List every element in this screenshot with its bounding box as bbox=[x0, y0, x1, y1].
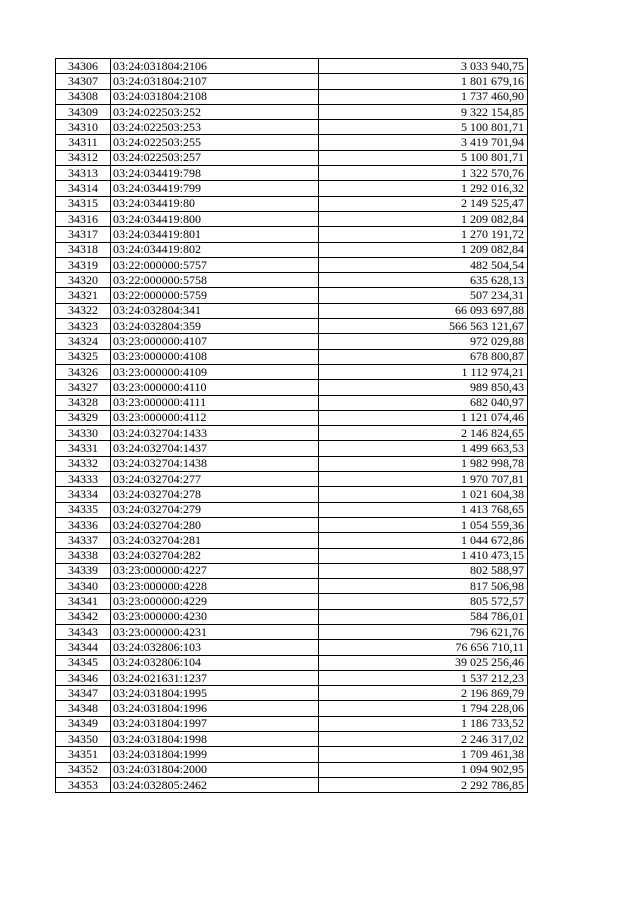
cadastral-number-cell: 03:23:000000:4111 bbox=[111, 395, 319, 410]
table-row bbox=[56, 502, 528, 517]
row-number-cell: 34324 bbox=[56, 334, 111, 349]
cadastral-value-cell: 5 100 801,71 bbox=[319, 150, 528, 165]
cadastral-value-cell: 1 737 460,90 bbox=[319, 89, 528, 104]
row-number-cell: 34338 bbox=[56, 548, 111, 563]
table-row bbox=[56, 456, 528, 471]
row-number-cell: 34322 bbox=[56, 303, 111, 318]
row-number-cell: 34335 bbox=[56, 502, 111, 517]
row-number-cell: 34334 bbox=[56, 487, 111, 502]
table-row bbox=[56, 533, 528, 548]
cadastral-number-cell: 03:24:032806:104 bbox=[111, 655, 319, 670]
table-body bbox=[56, 59, 528, 793]
cadastral-value-cell: 2 196 869,79 bbox=[319, 686, 528, 701]
cadastral-value-cell: 989 850,43 bbox=[319, 380, 528, 395]
cadastral-value-table bbox=[55, 58, 528, 793]
row-number-cell: 34310 bbox=[56, 120, 111, 135]
cadastral-number-cell: 03:24:032704:278 bbox=[111, 487, 319, 502]
row-number-cell: 34312 bbox=[56, 150, 111, 165]
cadastral-number-cell: 03:24:032704:279 bbox=[111, 502, 319, 517]
cadastral-value-cell: 1 209 082,84 bbox=[319, 211, 528, 226]
table-row bbox=[56, 594, 528, 609]
cadastral-value-cell: 1 322 570,76 bbox=[319, 166, 528, 181]
table-row bbox=[56, 196, 528, 211]
cadastral-value-cell: 1 044 672,86 bbox=[319, 533, 528, 548]
row-number-cell: 34340 bbox=[56, 579, 111, 594]
row-number-cell: 34318 bbox=[56, 242, 111, 257]
cadastral-number-cell: 03:24:031804:1996 bbox=[111, 701, 319, 716]
cadastral-number-cell: 03:24:022503:253 bbox=[111, 120, 319, 135]
cadastral-value-cell: 1 292 016,32 bbox=[319, 181, 528, 196]
cadastral-number-cell: 03:24:031804:1998 bbox=[111, 732, 319, 747]
cadastral-number-cell: 03:22:000000:5759 bbox=[111, 288, 319, 303]
cadastral-value-cell: 1 982 998,78 bbox=[319, 456, 528, 471]
row-number-cell: 34325 bbox=[56, 349, 111, 364]
cadastral-number-cell: 03:24:032805:2462 bbox=[111, 777, 319, 792]
table-row bbox=[56, 104, 528, 119]
cadastral-number-cell: 03:24:034419:80 bbox=[111, 196, 319, 211]
table-row bbox=[56, 150, 528, 165]
cadastral-number-cell: 03:23:000000:4227 bbox=[111, 563, 319, 578]
table-row bbox=[56, 762, 528, 777]
row-number-cell: 34348 bbox=[56, 701, 111, 716]
cadastral-number-cell: 03:24:034419:800 bbox=[111, 211, 319, 226]
row-number-cell: 34349 bbox=[56, 716, 111, 731]
cadastral-number-cell: 03:24:032704:1437 bbox=[111, 441, 319, 456]
cadastral-number-cell: 03:24:031804:2000 bbox=[111, 762, 319, 777]
cadastral-value-cell: 5 100 801,71 bbox=[319, 120, 528, 135]
cadastral-value-cell: 76 656 710,11 bbox=[319, 640, 528, 655]
cadastral-value-cell: 507 234,31 bbox=[319, 288, 528, 303]
table-row bbox=[56, 395, 528, 410]
row-number-cell: 34315 bbox=[56, 196, 111, 211]
cadastral-value-cell: 1 499 663,53 bbox=[319, 441, 528, 456]
row-number-cell: 34343 bbox=[56, 624, 111, 639]
cadastral-number-cell: 03:24:021631:1237 bbox=[111, 670, 319, 685]
table-row bbox=[56, 135, 528, 150]
table-row bbox=[56, 747, 528, 762]
row-number-cell: 34346 bbox=[56, 670, 111, 685]
cadastral-value-cell: 1 970 707,81 bbox=[319, 472, 528, 487]
cadastral-number-cell: 03:24:034419:798 bbox=[111, 166, 319, 181]
row-number-cell: 34344 bbox=[56, 640, 111, 655]
table-row bbox=[56, 640, 528, 655]
row-number-cell: 34329 bbox=[56, 410, 111, 425]
cadastral-number-cell: 03:24:032704:1433 bbox=[111, 426, 319, 441]
table-row bbox=[56, 716, 528, 731]
row-number-cell: 34317 bbox=[56, 227, 111, 242]
cadastral-number-cell: 03:24:031804:2106 bbox=[111, 59, 319, 74]
row-number-cell: 34323 bbox=[56, 319, 111, 334]
cadastral-number-cell: 03:23:000000:4110 bbox=[111, 380, 319, 395]
cadastral-number-cell: 03:24:032704:277 bbox=[111, 472, 319, 487]
row-number-cell: 34337 bbox=[56, 533, 111, 548]
row-number-cell: 34313 bbox=[56, 166, 111, 181]
table-row bbox=[56, 380, 528, 395]
cadastral-number-cell: 03:22:000000:5757 bbox=[111, 257, 319, 272]
table-row bbox=[56, 624, 528, 639]
row-number-cell: 34345 bbox=[56, 655, 111, 670]
cadastral-value-cell: 817 506,98 bbox=[319, 579, 528, 594]
row-number-cell: 34320 bbox=[56, 273, 111, 288]
row-number-cell: 34332 bbox=[56, 456, 111, 471]
cadastral-value-cell: 1 801 679,16 bbox=[319, 74, 528, 89]
cadastral-value-cell: 1 794 228,06 bbox=[319, 701, 528, 716]
table-row bbox=[56, 166, 528, 181]
row-number-cell: 34307 bbox=[56, 74, 111, 89]
table-row bbox=[56, 349, 528, 364]
cadastral-number-cell: 03:23:000000:4230 bbox=[111, 609, 319, 624]
cadastral-value-cell: 1 410 473,15 bbox=[319, 548, 528, 563]
cadastral-value-cell: 678 800,87 bbox=[319, 349, 528, 364]
table-row bbox=[56, 701, 528, 716]
table-row bbox=[56, 89, 528, 104]
cadastral-value-cell: 1 209 082,84 bbox=[319, 242, 528, 257]
row-number-cell: 34309 bbox=[56, 104, 111, 119]
cadastral-number-cell: 03:24:032704:282 bbox=[111, 548, 319, 563]
row-number-cell: 34306 bbox=[56, 59, 111, 74]
cadastral-number-cell: 03:23:000000:4108 bbox=[111, 349, 319, 364]
cadastral-number-cell: 03:22:000000:5758 bbox=[111, 273, 319, 288]
table-row bbox=[56, 732, 528, 747]
cadastral-number-cell: 03:24:031804:2108 bbox=[111, 89, 319, 104]
table-row bbox=[56, 410, 528, 425]
row-number-cell: 34326 bbox=[56, 364, 111, 379]
table-row bbox=[56, 441, 528, 456]
cadastral-number-cell: 03:23:000000:4229 bbox=[111, 594, 319, 609]
cadastral-number-cell: 03:24:022503:257 bbox=[111, 150, 319, 165]
table-row bbox=[56, 517, 528, 532]
table-row bbox=[56, 777, 528, 792]
cadastral-number-cell: 03:24:032704:1438 bbox=[111, 456, 319, 471]
cadastral-value-cell: 3 419 701,94 bbox=[319, 135, 528, 150]
table-row bbox=[56, 364, 528, 379]
cadastral-value-cell: 1 054 559,36 bbox=[319, 517, 528, 532]
table-row bbox=[56, 257, 528, 272]
row-number-cell: 34311 bbox=[56, 135, 111, 150]
table-row bbox=[56, 655, 528, 670]
cadastral-number-cell: 03:24:031804:2107 bbox=[111, 74, 319, 89]
cadastral-value-cell: 972 029,88 bbox=[319, 334, 528, 349]
table-row bbox=[56, 609, 528, 624]
table-row bbox=[56, 242, 528, 257]
table-row bbox=[56, 59, 528, 74]
cadastral-number-cell: 03:24:031804:1999 bbox=[111, 747, 319, 762]
cadastral-number-cell: 03:24:034419:799 bbox=[111, 181, 319, 196]
cadastral-number-cell: 03:24:034419:802 bbox=[111, 242, 319, 257]
row-number-cell: 34330 bbox=[56, 426, 111, 441]
cadastral-value-cell: 1 121 074,46 bbox=[319, 410, 528, 425]
table-row bbox=[56, 273, 528, 288]
row-number-cell: 34342 bbox=[56, 609, 111, 624]
cadastral-value-cell: 796 621,76 bbox=[319, 624, 528, 639]
table-row bbox=[56, 472, 528, 487]
cadastral-value-cell: 2 149 525,47 bbox=[319, 196, 528, 211]
table-row bbox=[56, 548, 528, 563]
table-row bbox=[56, 120, 528, 135]
cadastral-number-cell: 03:23:000000:4228 bbox=[111, 579, 319, 594]
table-row bbox=[56, 288, 528, 303]
row-number-cell: 34352 bbox=[56, 762, 111, 777]
row-number-cell: 34339 bbox=[56, 563, 111, 578]
cadastral-value-cell: 682 040,97 bbox=[319, 395, 528, 410]
row-number-cell: 34314 bbox=[56, 181, 111, 196]
cadastral-value-cell: 2 146 824,65 bbox=[319, 426, 528, 441]
cadastral-value-cell: 584 786,01 bbox=[319, 609, 528, 624]
cadastral-value-cell: 1 094 902,95 bbox=[319, 762, 528, 777]
cadastral-number-cell: 03:24:032704:281 bbox=[111, 533, 319, 548]
cadastral-value-cell: 1 186 733,52 bbox=[319, 716, 528, 731]
table-row bbox=[56, 563, 528, 578]
table-row bbox=[56, 426, 528, 441]
cadastral-value-cell: 805 572,57 bbox=[319, 594, 528, 609]
cadastral-number-cell: 03:24:032804:359 bbox=[111, 319, 319, 334]
table-row bbox=[56, 334, 528, 349]
cadastral-number-cell: 03:24:032804:341 bbox=[111, 303, 319, 318]
cadastral-value-cell: 802 588,97 bbox=[319, 563, 528, 578]
table-row bbox=[56, 319, 528, 334]
row-number-cell: 34351 bbox=[56, 747, 111, 762]
cadastral-value-cell: 2 292 786,85 bbox=[319, 777, 528, 792]
table-row bbox=[56, 487, 528, 502]
row-number-cell: 34319 bbox=[56, 257, 111, 272]
cadastral-number-cell: 03:24:031804:1995 bbox=[111, 686, 319, 701]
row-number-cell: 34336 bbox=[56, 517, 111, 532]
cadastral-value-cell: 9 322 154,85 bbox=[319, 104, 528, 119]
row-number-cell: 34347 bbox=[56, 686, 111, 701]
cadastral-value-cell: 1 537 212,23 bbox=[319, 670, 528, 685]
cadastral-number-cell: 03:24:022503:252 bbox=[111, 104, 319, 119]
cadastral-value-cell: 39 025 256,46 bbox=[319, 655, 528, 670]
row-number-cell: 34328 bbox=[56, 395, 111, 410]
row-number-cell: 34331 bbox=[56, 441, 111, 456]
row-number-cell: 34316 bbox=[56, 211, 111, 226]
row-number-cell: 34321 bbox=[56, 288, 111, 303]
cadastral-number-cell: 03:24:031804:1997 bbox=[111, 716, 319, 731]
cadastral-number-cell: 03:23:000000:4109 bbox=[111, 364, 319, 379]
table-row bbox=[56, 181, 528, 196]
cadastral-value-cell: 1 413 768,65 bbox=[319, 502, 528, 517]
row-number-cell: 34308 bbox=[56, 89, 111, 104]
cadastral-value-cell: 3 033 940,75 bbox=[319, 59, 528, 74]
table-row bbox=[56, 670, 528, 685]
cadastral-value-cell: 482 504,54 bbox=[319, 257, 528, 272]
cadastral-number-cell: 03:24:032806:103 bbox=[111, 640, 319, 655]
cadastral-number-cell: 03:23:000000:4112 bbox=[111, 410, 319, 425]
cadastral-value-cell: 566 563 121,67 bbox=[319, 319, 528, 334]
table-row bbox=[56, 227, 528, 242]
table-row bbox=[56, 74, 528, 89]
row-number-cell: 34341 bbox=[56, 594, 111, 609]
row-number-cell: 34353 bbox=[56, 777, 111, 792]
cadastral-value-cell: 66 093 697,88 bbox=[319, 303, 528, 318]
table-row bbox=[56, 303, 528, 318]
cadastral-number-cell: 03:23:000000:4107 bbox=[111, 334, 319, 349]
cadastral-value-cell: 1 270 191,72 bbox=[319, 227, 528, 242]
table-row bbox=[56, 579, 528, 594]
table-row bbox=[56, 686, 528, 701]
cadastral-number-cell: 03:23:000000:4231 bbox=[111, 624, 319, 639]
table-row bbox=[56, 211, 528, 226]
cadastral-value-cell: 635 628,13 bbox=[319, 273, 528, 288]
row-number-cell: 34333 bbox=[56, 472, 111, 487]
cadastral-number-cell: 03:24:032704:280 bbox=[111, 517, 319, 532]
row-number-cell: 34350 bbox=[56, 732, 111, 747]
cadastral-value-cell: 2 246 317,02 bbox=[319, 732, 528, 747]
cadastral-value-cell: 1 709 461,38 bbox=[319, 747, 528, 762]
cadastral-number-cell: 03:24:022503:255 bbox=[111, 135, 319, 150]
cadastral-value-cell: 1 112 974,21 bbox=[319, 364, 528, 379]
cadastral-number-cell: 03:24:034419:801 bbox=[111, 227, 319, 242]
row-number-cell: 34327 bbox=[56, 380, 111, 395]
cadastral-value-cell: 1 021 604,38 bbox=[319, 487, 528, 502]
